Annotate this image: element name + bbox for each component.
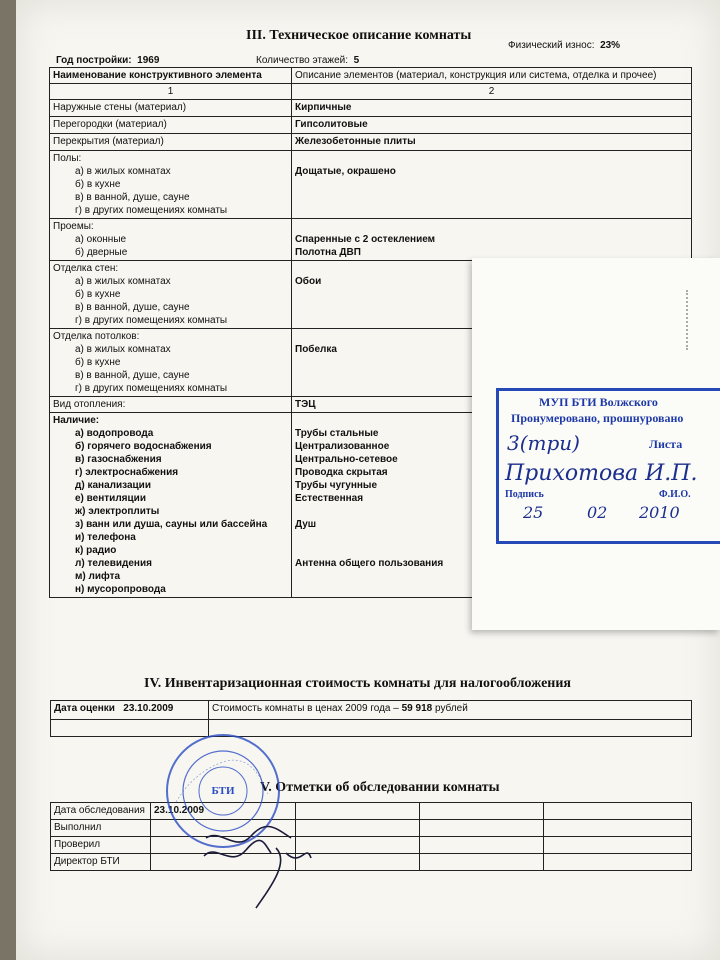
handwritten-signatures bbox=[196, 808, 336, 918]
section3-title: III. Техническое описание комнаты bbox=[246, 28, 472, 43]
table-row: Дата обследования 23.10.2009 bbox=[51, 803, 692, 820]
physical-wear: Физический износ: 23% bbox=[508, 40, 621, 51]
year-built: Год постройки: 1969 bbox=[56, 55, 160, 66]
section4-title: IV. Инвентаризационная стоимость комнаты для налогообложения bbox=[144, 676, 572, 691]
table-row: Отделка потолков: а) в жилых комнатах б) в кухне в) в ванной, душе, сауне г) в других помещениях комнаты Побелка bbox=[50, 329, 692, 397]
inspection-table bbox=[50, 802, 692, 871]
table-row: Дата оценки 23.10.2009 Стоимость комнаты в ценах 2009 года – 59 918 рублей bbox=[51, 701, 692, 720]
table-row: Наружные стены (материал) Кирпичные bbox=[50, 100, 692, 117]
table-row: Проверил bbox=[51, 837, 692, 854]
col1-header: Наименование конструктивного элемента bbox=[50, 68, 292, 84]
floors-count: Количество этажей: 5 bbox=[256, 55, 360, 66]
table-row: Перегородки (материал) Гипсолитовые bbox=[50, 117, 692, 134]
col2-header: Описание элементов (материал, конструкция или система, отделка и прочее) bbox=[292, 68, 692, 84]
table-row: Вид отопления: ТЭЦ bbox=[50, 397, 692, 413]
table-row: Отделка стен: а) в жилых комнатах б) в кухне в) в ванной, душе, сауне г) в других помещениях комнаты Обои bbox=[50, 261, 692, 329]
table-row: Наличие: а) водопровода б) горячего водоснабжения в) газоснабжения г) электроснабжения д) канализации е) вентиляции ж) электроплиты з) ванн или душа, сауны или бассейна и) телефона к) радио л) телевидения м) лифта н) мусоропровода Трубы стальные Централизованное Центрально-сетевое Проводка скрытая Трубы чугунные Естественная Душ Антенна общего пользования bbox=[50, 413, 692, 598]
table-row: Директор БТИ bbox=[51, 854, 692, 871]
table-row bbox=[51, 720, 692, 737]
bti-stamp: МУП БТИ Волжского Пронумеровано, прошнуровано 3(три) Листа Прихотова И.П. Подпись Ф.И.О. 25 02 2010 bbox=[496, 388, 720, 544]
table-row: Перекрытия (материал) Железобетонные плиты bbox=[50, 134, 692, 151]
svg-text:БТИ: БТИ bbox=[211, 785, 235, 797]
table-row: Проемы: а) оконные б) дверные Спаренные с 2 остеклением Полотна ДВП bbox=[50, 219, 692, 261]
valuation-table bbox=[50, 700, 692, 737]
col2-number: 2 bbox=[292, 84, 692, 100]
table-row: Выполнил bbox=[51, 820, 692, 837]
table-number-row bbox=[50, 84, 692, 100]
binding-thread bbox=[686, 290, 692, 350]
table-header-row bbox=[50, 68, 692, 84]
col1-number: 1 bbox=[50, 84, 292, 100]
table-row: Полы: а) в жилых комнатах б) в кухне в) в ванной, душе, сауне г) в других помещениях комнаты Дощатые, окрашено bbox=[50, 151, 692, 219]
section5-title: V. Отметки об обследовании комнаты bbox=[260, 780, 500, 795]
